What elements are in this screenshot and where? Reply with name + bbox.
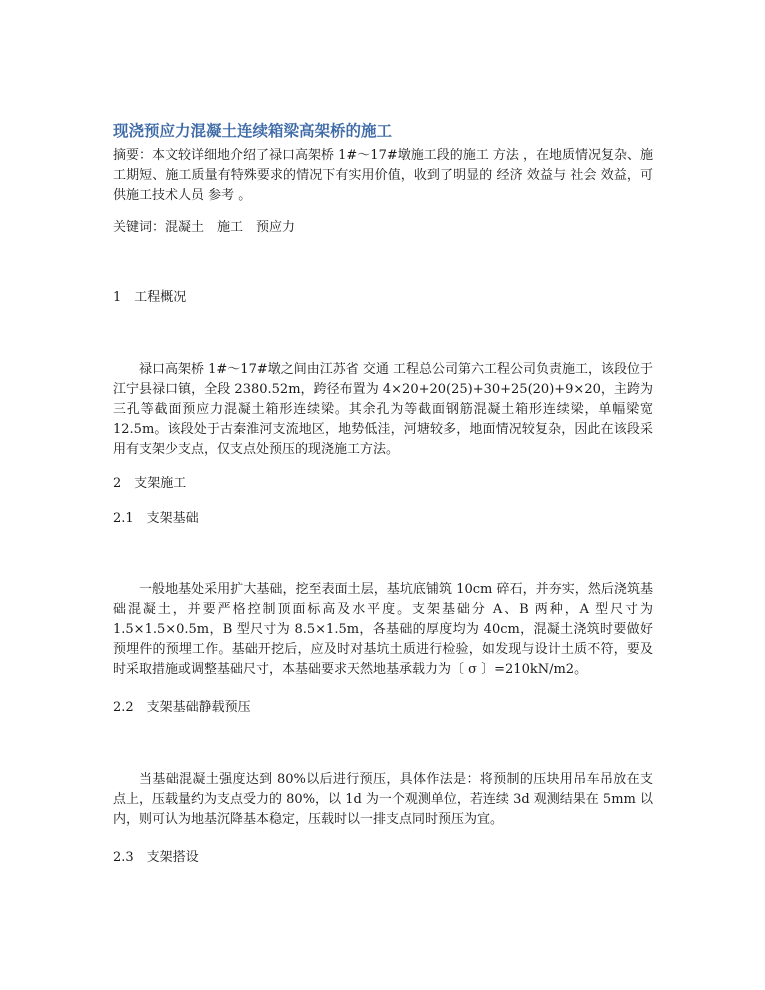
abstract-paragraph: 摘要：本文较详细地介绍了禄口高架桥 1#～17#墩施工段的施工 方法 ，在地质情况复杂、施工期短、施工质量有特殊要求的情况下有实用价值，收到了明显的 经济 效益与 社会 效益，可供施工技术人员 参考 。 <box>113 148 653 203</box>
section-paragraph-2-2: 当基础混凝土强度达到 80%以后进行预压，具体作法是：将预制的压块用吊车吊放在支点上，压载量约为支点受力的 80%，以 1d 为一个观测单位，若连续 3d 观测结果在 5mm 以内，则可认为地基沉降基本稳定，压载时以一排支点同时预压为宜。 <box>113 772 653 827</box>
section-paragraph-1: 禄口高架桥 1#～17#墩之间由江苏省 交通 工程总公司第六工程公司负责施工，该段位于江宁县禄口镇，全段 2380.52m，跨径布置为 4×20+20(25)+30+25(20)+9×20，主跨为三孔等截面预应力混凝土箱形连续梁。其余孔为等截面钢筋混凝土箱形连续梁，单幅梁宽 12.5m。该段处于古秦淮河支流地区，地势低洼，河塘较多，地面情况较复杂，因此在该段采用有支架少支点，仅支点处预压的现浇施工方法。 <box>113 362 653 457</box>
document-title: 现浇预应力混凝土连续箱梁高架桥的施工 <box>113 122 393 140</box>
section-heading-2: 2 支架施工 <box>113 476 187 491</box>
section-heading-1: 1 工程概况 <box>113 290 187 305</box>
section-heading-2-2: 2.2 支架基础静载预压 <box>113 700 251 715</box>
section-heading-2-1: 2.1 支架基础 <box>113 511 199 526</box>
section-heading-2-3: 2.3 支架搭设 <box>113 850 199 865</box>
keywords-line: 关键词：混凝土 施工 预应力 <box>113 220 296 235</box>
section-paragraph-2-1: 一般地基处采用扩大基础，挖至表面土层，基坑底铺筑 10cm 碎石，并夯实，然后浇筑基础混凝土，并要严格控制顶面标高及水平度。支架基础分 A、B 两种，A 型尺寸为 1.5×1.5×0.5m，B 型尺寸为 8.5×1.5m，各基础的厚度均为 40cm，混凝土浇筑时要做好预埋件的预埋工作。基础开挖后，应及时对基坑土质进行检验，如发现与设计土质不符，要及时采取措施或调整基础尺寸，本基础要求天然地基承载力为〔 σ 〕=210kN/m2。 <box>113 582 653 677</box>
